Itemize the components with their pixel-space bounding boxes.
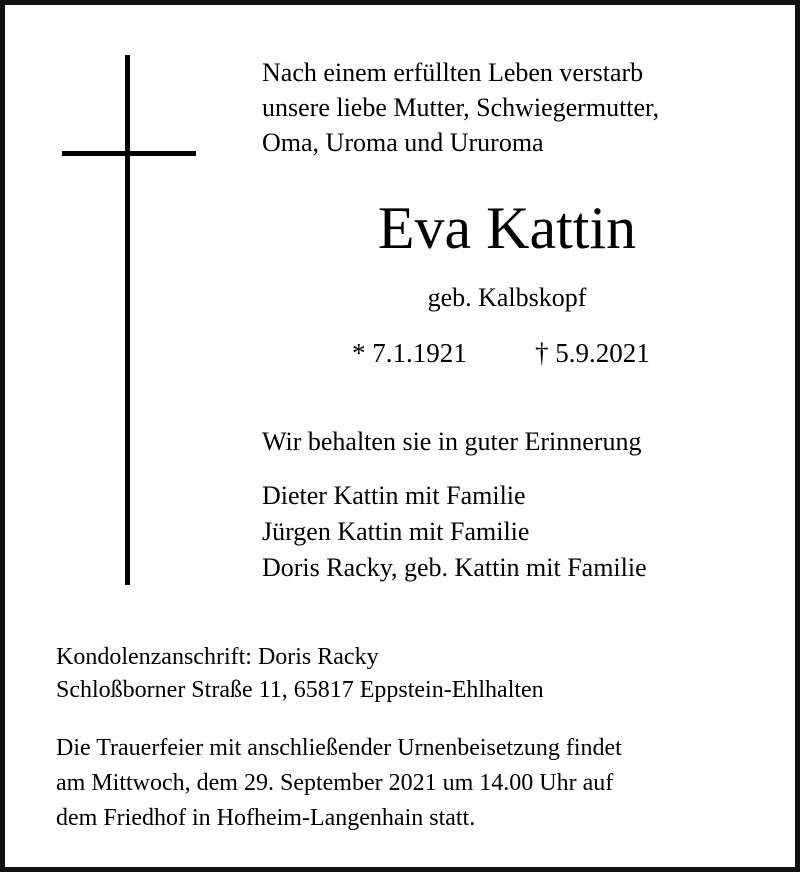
mourner-item: Jürgen Kattin mit Familie [262, 517, 530, 546]
intro-line: Nach einem erfüllten Leben verstarb [262, 58, 644, 87]
intro-text [262, 55, 782, 160]
service-line: dem Friedhof in Hofheim-Langenhain statt. [56, 805, 476, 831]
intro-line: Oma, Uroma und Ururoma [262, 128, 544, 157]
cross-horizontal-bar [62, 151, 196, 156]
deceased-name: Eva Kattin [377, 195, 637, 261]
mourners-list [262, 478, 647, 586]
condolence-address [56, 641, 544, 707]
mourner-item: Doris Racky, geb. Kattin mit Familie [262, 553, 647, 582]
intro-line: unsere liebe Mutter, Schwiegermutter, [262, 93, 660, 122]
maiden-name: geb. Kalbskopf [427, 283, 587, 312]
death-date: † 5.9.2021 [535, 338, 650, 368]
condolence-line: Kondolenzanschrift: Doris Racky [56, 644, 379, 670]
birth-date: * 7.1.1921 [352, 338, 467, 368]
condolence-line: Schloßborner Straße 11, 65817 Eppstein-Ehlhalten [56, 677, 544, 703]
remembrance-line: Wir behalten sie in guter Erinnerung [262, 427, 642, 456]
mourner-item: Dieter Kattin mit Familie [262, 481, 526, 510]
service-line: am Mittwoch, dem 29. September 2021 um 14.00 Uhr auf [56, 770, 614, 796]
service-line: Die Trauerfeier mit anschließender Urnenbeisetzung findet [56, 735, 622, 761]
funeral-service-info [56, 731, 622, 836]
cross-vertical-bar [125, 55, 130, 585]
